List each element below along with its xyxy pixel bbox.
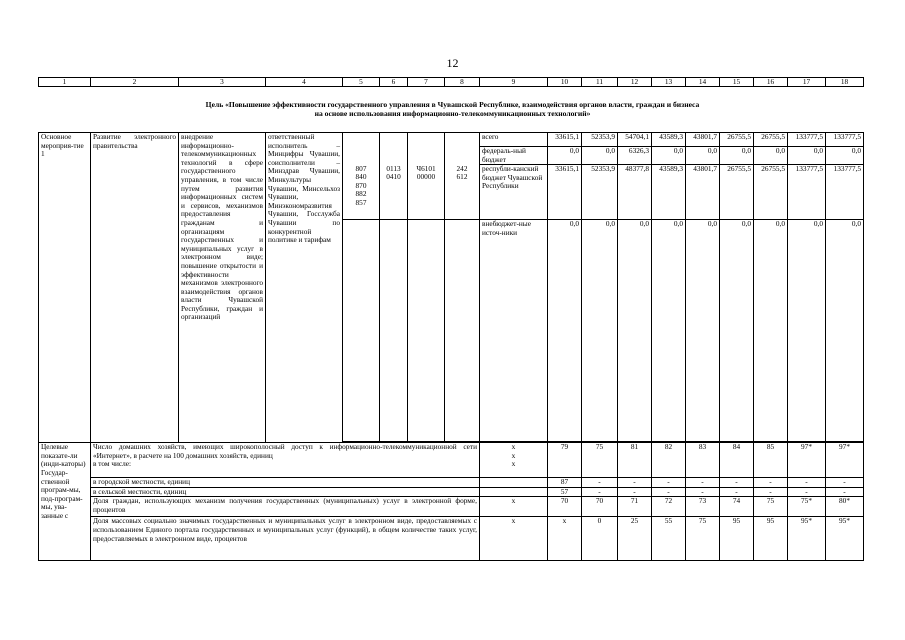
indicator-value: 75 (582, 443, 618, 478)
funding-value: 0,0 (652, 220, 686, 442)
column-number: 9 (480, 78, 548, 87)
column-number: 13 (652, 78, 686, 87)
indicator-value: 95* (826, 517, 864, 561)
funding-value: 0,0 (720, 147, 754, 165)
indicator-marker: x x x (480, 443, 548, 478)
column-number: 4 (266, 78, 343, 87)
column-number: 16 (754, 78, 788, 87)
indicator-marker: x (480, 517, 548, 561)
indicator-name: Число домашних хозяйств, имеющих широкополосный доступ к информационно-телекоммуникационной сети «Интернет», в расчете на 100 домашних хозяйств, единиц в том числе: (91, 443, 480, 478)
indicator-value: - (788, 487, 826, 497)
indicator-value: - (826, 487, 864, 497)
indicator-value: 82 (652, 443, 686, 478)
column-number: 7 (408, 78, 445, 87)
indicator-value: 75 (686, 517, 720, 561)
funding-value: 0,0 (618, 220, 652, 442)
indicator-value: - (788, 478, 826, 488)
indicator-value: - (582, 487, 618, 497)
indicator-value: - (754, 478, 788, 488)
funding-value: 54704,1 (618, 133, 652, 147)
column-number: 15 (720, 78, 754, 87)
indicator-value: 57 (548, 487, 582, 497)
funding-value: 0,0 (548, 220, 582, 442)
funding-value: 0,0 (652, 147, 686, 165)
indicator-value: 70 (582, 497, 618, 517)
indicator-value: 70 (548, 497, 582, 517)
indicator-marker: x (480, 497, 548, 517)
funding-value: 133777,5 (788, 165, 826, 220)
funding-source: всего (480, 133, 548, 147)
funding-value: 33615,1 (548, 165, 582, 220)
goal-title-line2: на основе использования информационно-телекоммуникационных технологий» (314, 109, 591, 118)
funding-value: 43801,7 (686, 165, 720, 220)
funding-value: 0,0 (582, 220, 618, 442)
column-number: 14 (686, 78, 720, 87)
funding-value: 0,0 (826, 147, 864, 165)
indicator-value: - (720, 487, 754, 497)
indicator-name: в городской местности, единиц (91, 478, 480, 488)
indicator-value: 79 (548, 443, 582, 478)
funding-value: 0,0 (754, 220, 788, 442)
column-number: 5 (343, 78, 380, 87)
column-number: 11 (582, 78, 618, 87)
csr-codes: Ч6101 00000 (408, 165, 445, 220)
column-number: 12 (618, 78, 652, 87)
indicator-value: - (652, 478, 686, 488)
column-number: 8 (445, 78, 480, 87)
measure-type: Основное мероприя-тие 1 (39, 133, 91, 443)
indicator-value: - (652, 487, 686, 497)
indicator-value: 25 (618, 517, 652, 561)
funding-source: внебюджет-ные источ-ники (480, 220, 548, 442)
page-number: 12 (446, 56, 459, 70)
indicators-label: Целевые показате-ли (инди-каторы) Государ-ственной програм-мы, под-програм-мы, ува-занные с (39, 443, 91, 561)
indicator-value: 95 (720, 517, 754, 561)
indicator-value: 81 (618, 443, 652, 478)
indicator-value: 72 (652, 497, 686, 517)
indicator-value: - (618, 487, 652, 497)
indicator-value: - (618, 478, 652, 488)
funding-value: 0,0 (582, 147, 618, 165)
goal-title (40, 100, 865, 118)
column-number: 2 (91, 78, 179, 87)
grbs-codes: 807 840 870 882 857 (343, 165, 380, 220)
indicator-value: 80* (826, 497, 864, 517)
column-number: 3 (179, 78, 266, 87)
column-number: 6 (380, 78, 408, 87)
funding-value: 43589,3 (652, 133, 686, 147)
indicator-value: - (826, 478, 864, 488)
funding-source: республи-канский бюджет Чувашской Республики (480, 165, 548, 220)
goal-title-line1: Цель «Повышение эффективности государственного управления в Чувашской Республике, взаимодействия органов власти, граждан и бизнеса (205, 100, 700, 109)
funding-value: 133777,5 (826, 165, 864, 220)
funding-value: 0,0 (686, 220, 720, 442)
indicator-value: 71 (618, 497, 652, 517)
indicator-value: 87 (548, 478, 582, 488)
indicator-value: 75 (754, 497, 788, 517)
indicator-value: - (720, 478, 754, 488)
indicator-value: 85 (754, 443, 788, 478)
indicator-value: 55 (652, 517, 686, 561)
rzpr-codes: 0113 0410 (380, 165, 408, 220)
indicator-marker (480, 487, 548, 497)
indicator-value: 84 (720, 443, 754, 478)
indicator-value: 74 (720, 497, 754, 517)
measure-description: внедрение информационно-телекоммуникационных технологий в сфере государственного управления, в том числе путем развития информационных систем и сервисов, механизмов предоставления гражданам и организациям государственных и муниципальных услуг в электронном виде; повышение открытости и эффективности механизмов электронного взаимодействия органов власти Чувашской Республики, граждан и организаций (179, 133, 266, 443)
indicator-name: в сельской местности, единиц (91, 487, 480, 497)
indicator-value: - (686, 487, 720, 497)
funding-value: 0,0 (548, 147, 582, 165)
indicator-value: - (754, 487, 788, 497)
indicator-value: - (686, 478, 720, 488)
column-number: 10 (548, 78, 582, 87)
funding-value: 52353,9 (582, 165, 618, 220)
funding-value: 133777,5 (788, 133, 826, 147)
measure-name: Развитие электронного правительства (91, 133, 179, 443)
funding-value: 0,0 (788, 147, 826, 165)
vr-codes: 242 612 (445, 165, 480, 220)
funding-value: 0,0 (686, 147, 720, 165)
funding-value: 0,0 (788, 220, 826, 442)
indicator-value: 73 (686, 497, 720, 517)
measure-executor: ответственный исполнитель – Минцифры Чувашии, соисполнители – Минздрав Чувашии, Минкультуры Чувашии, Минсельхоз Чувашии, Минэкономразвития Чувашии, Госслужба Чувашии по конкурентной политике и тарифам (266, 133, 343, 443)
funding-value: 0,0 (720, 220, 754, 442)
indicator-value: - (582, 478, 618, 488)
indicator-value: 97* (788, 443, 826, 478)
funding-source: федераль-ный бюджет (480, 147, 548, 165)
indicator-marker (480, 478, 548, 488)
measure-table (38, 132, 864, 561)
indicator-value: 75* (788, 497, 826, 517)
funding-value: 33615,1 (548, 133, 582, 147)
indicator-value: 97* (826, 443, 864, 478)
column-number: 1 (39, 78, 91, 87)
column-number-row (38, 77, 864, 87)
indicator-value: x (548, 517, 582, 561)
column-number: 18 (826, 78, 864, 87)
indicator-name: Доля массовых социально значимых государственных и муниципальных услуг в электронном виде, предоставляемых с использованием Единого портала государственных и муниципальных услуг (функций), в общем количестве таких услуг, предоставляемых в электронном виде, процентов (91, 517, 480, 561)
column-number: 17 (788, 78, 826, 87)
funding-value: 43589,3 (652, 165, 686, 220)
funding-value: 26755,5 (720, 133, 754, 147)
funding-value: 26755,5 (720, 165, 754, 220)
funding-value: 0,0 (826, 220, 864, 442)
funding-value: 6326,3 (618, 147, 652, 165)
indicator-value: 95 (754, 517, 788, 561)
funding-value: 52353,9 (582, 133, 618, 147)
indicator-value: 83 (686, 443, 720, 478)
indicator-value: 0 (582, 517, 618, 561)
funding-value: 48377,8 (618, 165, 652, 220)
indicator-value: 95* (788, 517, 826, 561)
funding-value: 26755,5 (754, 133, 788, 147)
indicator-name: Доля граждан, использующих механизм получения государственных (муниципальных) услуг в электронной форме, процентов (91, 497, 480, 517)
funding-value: 26755,5 (754, 165, 788, 220)
funding-value: 0,0 (754, 147, 788, 165)
funding-value: 133777,5 (826, 133, 864, 147)
funding-value: 43801,7 (686, 133, 720, 147)
